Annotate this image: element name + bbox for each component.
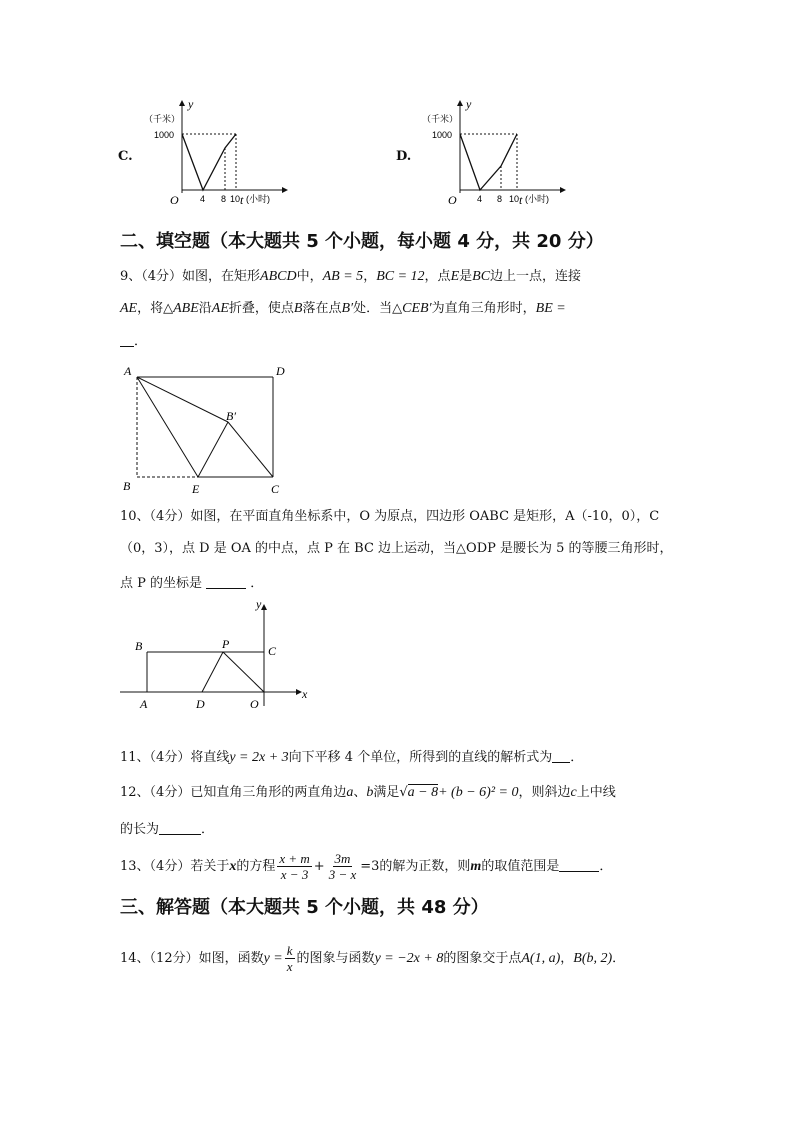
question-9-figure (118, 360, 298, 500)
q10-point-a: A (140, 697, 148, 711)
q10-point-p: P (222, 637, 230, 651)
q9-point-b: B (123, 479, 131, 493)
option-c-y-axis: y (188, 98, 194, 111)
section-2-title: 二、填空题（本大题共 5 个小题，每小题 4 分，共 20 分） (120, 231, 604, 252)
question-11: 11、（4分）将直线y = 2x + 3向下平移 4 个单位，所得到的直线的解析式为 ． (120, 750, 584, 765)
q9-point-b-prime: B′ (226, 409, 236, 423)
q10-point-b: B (135, 639, 143, 653)
answer-blank (159, 820, 201, 835)
option-d (396, 98, 566, 213)
question-10-figure (118, 594, 318, 714)
answer-blank (559, 857, 599, 872)
sqrt-sign: √ (399, 785, 408, 800)
option-c-xtick-10: 10 (230, 194, 241, 204)
option-c (118, 98, 288, 213)
q10-point-c: C (268, 644, 277, 658)
fraction-2: $\frac{3m}{3 - x}$ (328, 851, 357, 882)
section-3-title: 三、解答题（本大题共 5 个小题，共 48 分） (120, 897, 489, 918)
question-9-line-1: 9、（4分）如图，在矩形ABCD中，AB = 5，BC = 12，点E是BC边上一点，连接 (120, 269, 582, 284)
option-c-graph (140, 98, 290, 213)
q10-x-axis: x (302, 687, 308, 701)
question-10-line-1: 10、（4分）如图，在平面直角坐标系中，O 为原点，四边形 OABC 是矩形，A（-10，0），C (120, 509, 660, 524)
q10-point-d: D (196, 697, 205, 711)
q9-point-c: C (271, 482, 280, 496)
q9-point-d: D (276, 364, 285, 378)
question-12-line-1: 12、（4分）已知直角三角形的两直角边a、b满足√a − 8+ (b − 6)² = 0，则斜边c上中线 (120, 785, 616, 800)
option-c-origin: O (170, 193, 179, 207)
option-c-y-unit: （千米） (144, 114, 181, 124)
option-d-x-axis: t (519, 193, 523, 207)
option-d-graph (418, 98, 568, 213)
answer-blank (206, 574, 246, 589)
answer-blank (552, 748, 570, 763)
option-d-y-tick: 1000 (432, 130, 453, 140)
answer-blank (120, 332, 134, 347)
question-9-line-3: ． (120, 332, 147, 351)
q9-point-a: A (124, 364, 132, 378)
question-12-line-2: 的长为 ． (120, 822, 215, 837)
option-d-xtick-4: 4 (477, 194, 483, 204)
question-14: 14、（12分）如图，函数y = $\frac{k}{x}$ 的图象与函数y = −2x + 8的图象交于点A(1, a)，B(b, 2)． (120, 943, 626, 974)
option-c-xtick-8: 8 (221, 194, 227, 204)
option-c-x-unit: (小时) (246, 194, 270, 204)
option-c-xtick-4: 4 (200, 194, 206, 204)
fraction-k-over-x: $\frac{k}{x}$ (286, 943, 293, 974)
option-d-y-unit: （千米） (422, 114, 459, 124)
fraction-1: $\frac{x + m}{x - 3}$ (279, 851, 310, 882)
option-d-x-unit: (小时) (525, 194, 549, 204)
question-9-line-2: AE，将△ABE沿AE折叠，使点B落在点B′处．当△CEB′为直角三角形时，BE = (120, 301, 566, 316)
option-d-y-axis: y (466, 98, 472, 111)
q9-point-e: E (192, 482, 200, 496)
q10-y-axis: y (256, 597, 262, 611)
option-d-label: D. (396, 149, 412, 164)
q10-point-o: O (250, 697, 259, 711)
question-10-line-3: 点 P 的坐标是 ． (120, 576, 264, 591)
option-d-xtick-8: 8 (497, 194, 503, 204)
option-c-y-tick: 1000 (154, 130, 175, 140)
option-c-x-axis: t (240, 193, 244, 207)
option-d-xtick-10: 10 (509, 194, 520, 204)
option-d-origin: O (448, 193, 457, 207)
question-10-line-2: （0，3），点 D 是 OA 的中点，点 P 在 BC 边上运动，当△ODP 是腰长为 5 的等腰三角形时， (120, 541, 673, 556)
question-13: 13、（4分）若关于x的方程 $\frac{x + m}{x - 3}$ + $\frac{3m}{3 - x}$ =3的解为正数，则m的取值范围是 ． (120, 851, 613, 882)
option-c-label: C. (118, 149, 133, 164)
